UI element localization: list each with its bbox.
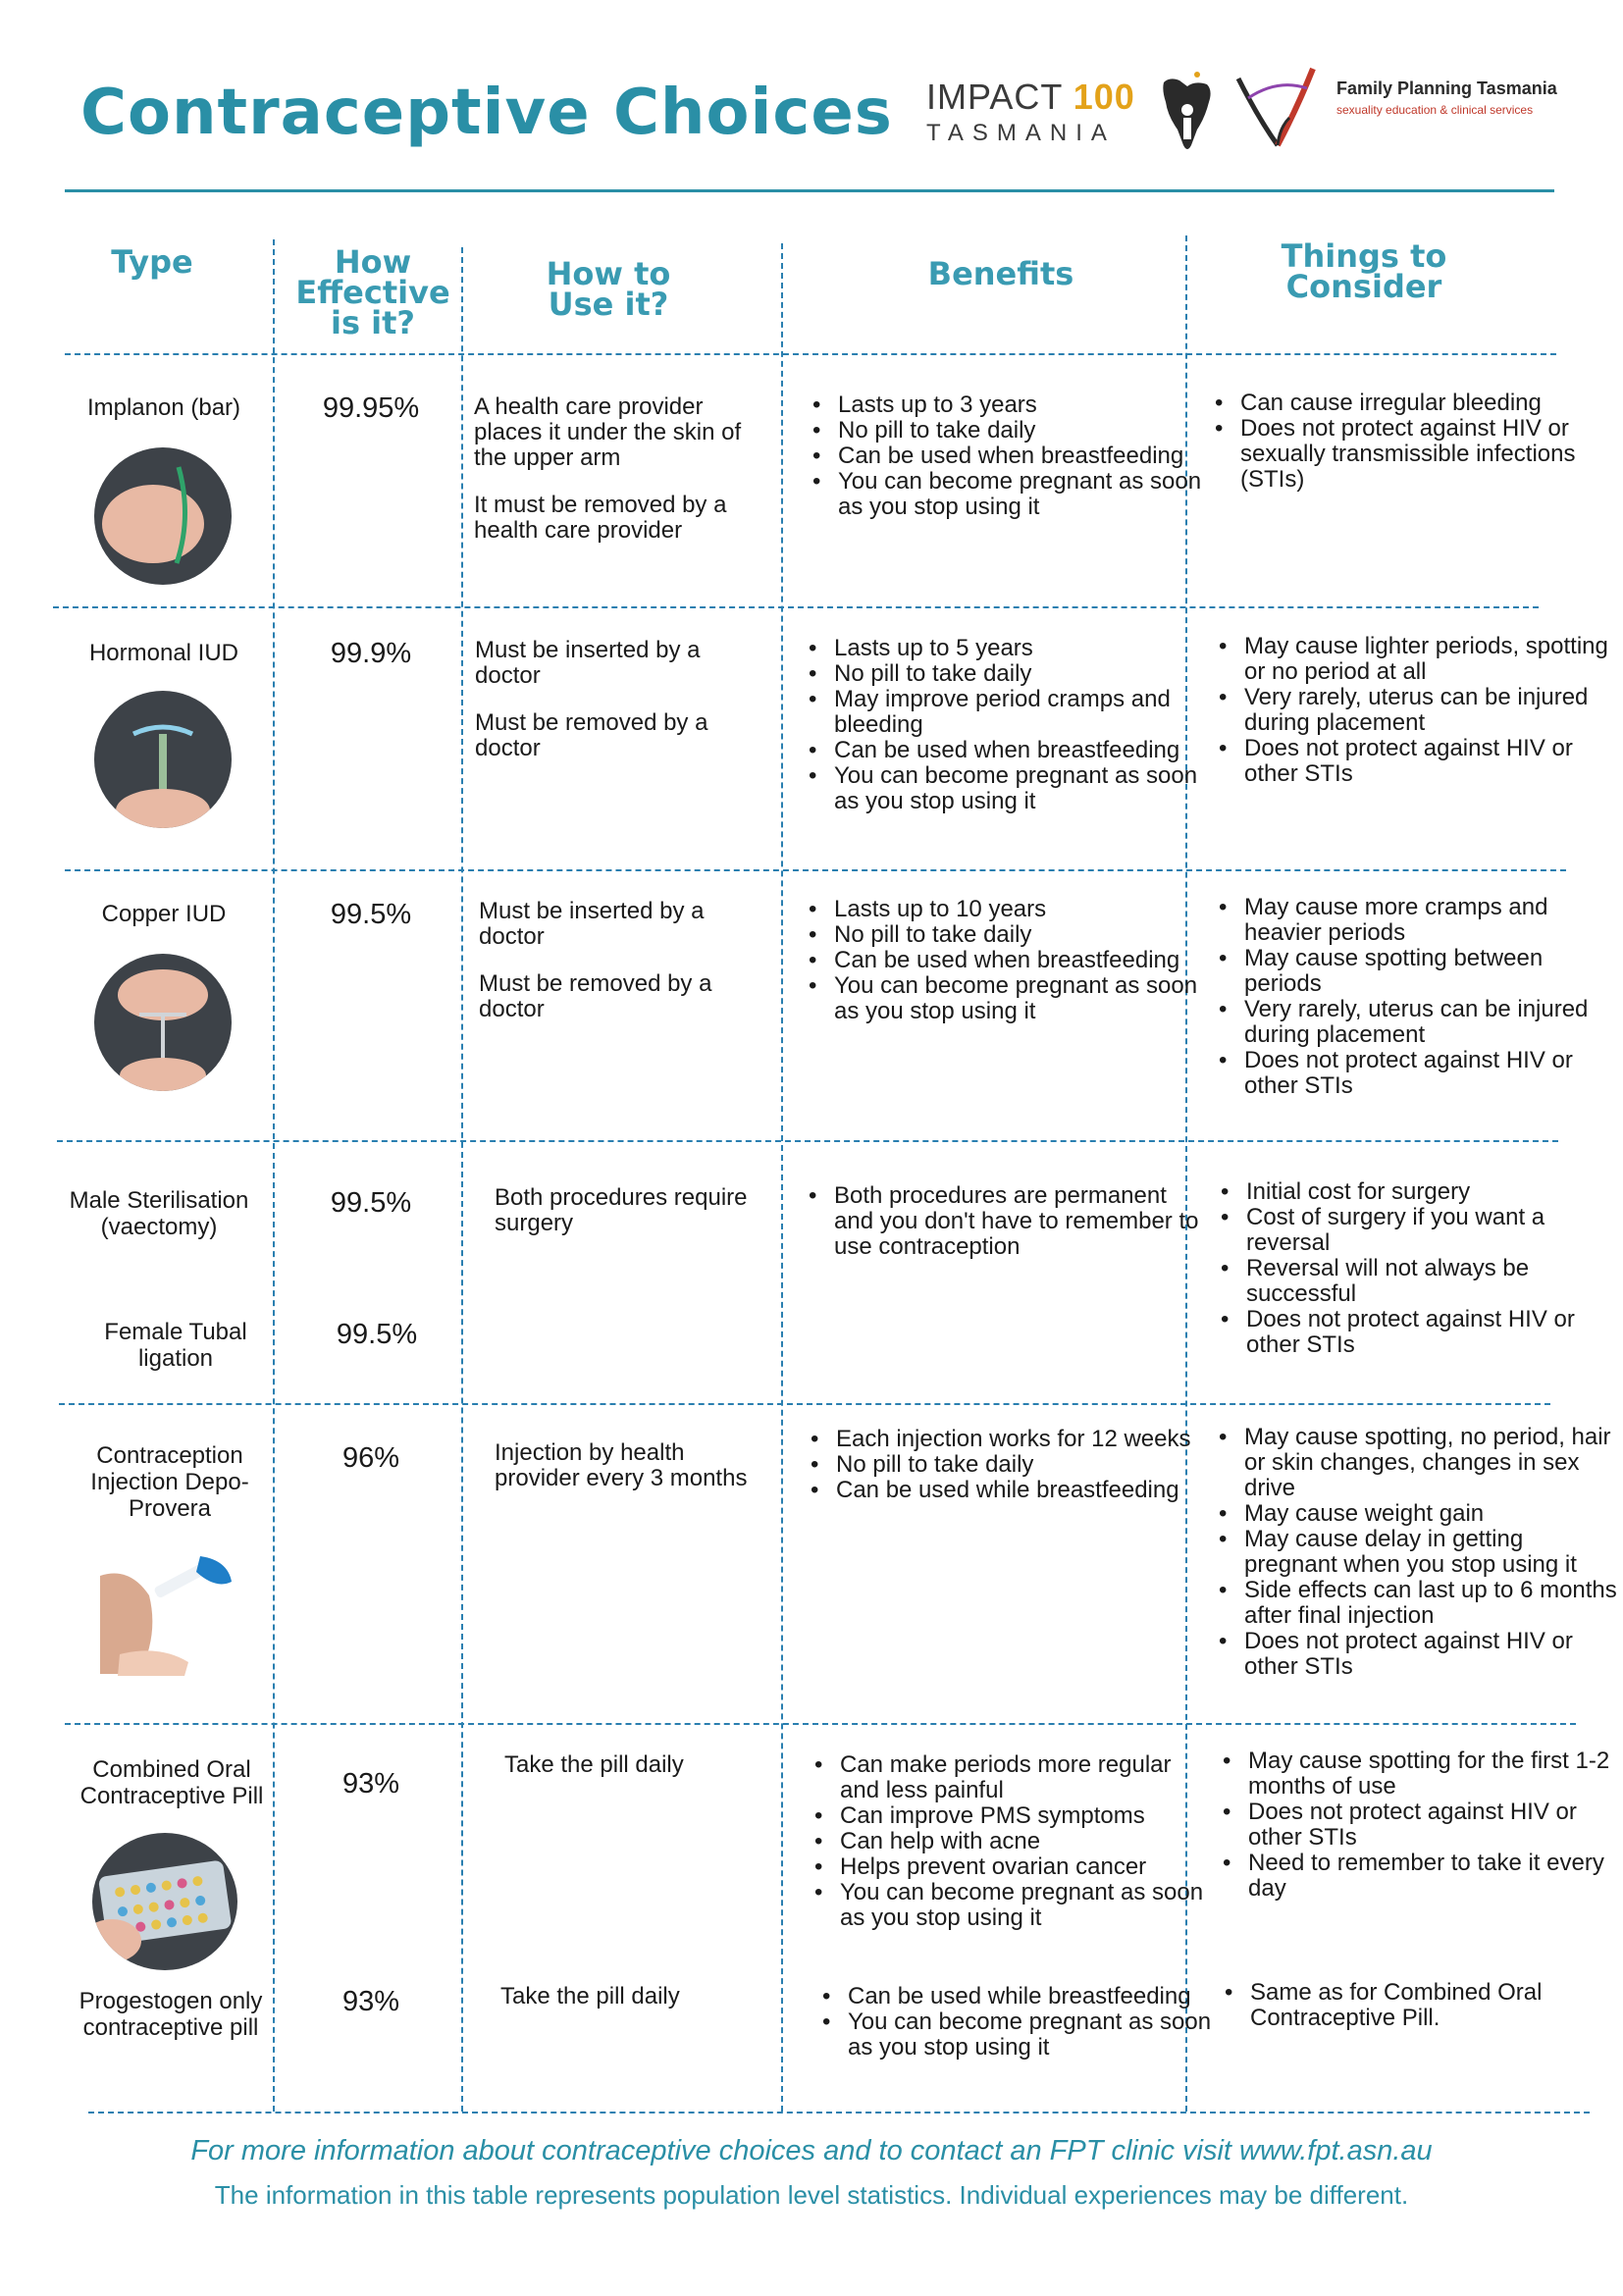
benefit-item: • Can help with acne: [840, 1829, 1217, 1854]
row-divider: [53, 606, 1539, 608]
tasmania-figure-icon: [1158, 67, 1217, 162]
row-hormonal-iud-consider: [1213, 634, 1613, 787]
row-female-ligation-type: Female Tubal ligation: [104, 1319, 247, 1372]
row-injection-use: [495, 1440, 769, 1513]
row-implanon-benefits: [807, 392, 1211, 520]
benefit-item: • No pill to take daily: [834, 661, 1211, 687]
header-benefits: Benefits: [927, 255, 1074, 292]
column-divider: [461, 247, 463, 2112]
header-type: Type: [111, 243, 193, 281]
row-combined-pill-type: Combined Oral Contraceptive Pill: [79, 1756, 264, 1809]
row-hormonal-iud-use: [475, 638, 769, 783]
fpt-tagline: sexuality education & clinical services: [1336, 103, 1534, 117]
row-progestogen-pill-benefits: [816, 1984, 1217, 2061]
row-copper-iud-use: [479, 899, 773, 1044]
copper-iud-photo: [94, 954, 232, 1091]
benefit-item: • Lasts up to 3 years: [838, 392, 1211, 418]
row-injection-benefits: [805, 1427, 1211, 1503]
row-copper-iud-type: Copper IUD: [101, 901, 227, 927]
use-line: Must be inserted by a doctor: [479, 898, 705, 950]
benefit-item: • You can become pregnant as soon as you stop using it: [840, 1880, 1217, 1931]
row-injection-type: Contraception Injection Depo-Provera: [90, 1442, 249, 1522]
header-consider: Things to Consider: [1281, 237, 1447, 305]
column-divider: [781, 243, 783, 2112]
page-title: Contraceptive Choices: [80, 77, 893, 149]
row-male-sterilisation-type: Male Sterilisation (vaectomy): [69, 1187, 249, 1240]
benefit-item: • No pill to take daily: [836, 1452, 1211, 1478]
row-combined-pill-benefits: [809, 1752, 1217, 1931]
use-line: Take the pill daily: [504, 1751, 684, 1778]
row-divider: [65, 1723, 1576, 1725]
benefit-item: • Can be used when breastfeeding: [834, 948, 1211, 973]
consider-item: • May cause delay in getting pregnant when you stop using it: [1244, 1527, 1617, 1578]
use-line: Must be removed by a doctor: [479, 970, 712, 1022]
row-combined-pill-consider: [1217, 1748, 1617, 1902]
header-use: How to Use it?: [546, 255, 671, 323]
impact-100-logo: [926, 77, 1135, 147]
use-line: Injection by health provider every 3 months: [495, 1439, 748, 1491]
implanon-photo: [94, 447, 232, 585]
consider-item: • Cost of surgery if you want a reversal: [1246, 1205, 1615, 1256]
row-implanon-type: Implanon (bar): [86, 394, 241, 421]
row-copper-iud-eff: 99.5%: [330, 899, 412, 930]
use-line: Must be removed by a doctor: [475, 709, 708, 761]
consider-item: • May cause weight gain: [1244, 1501, 1617, 1527]
impact-word: IMPACT: [926, 77, 1063, 117]
consider-item: • Initial cost for surgery: [1246, 1179, 1615, 1205]
consider-item: • Does not protect against HIV or other STIs: [1248, 1800, 1617, 1851]
benefit-item: • Lasts up to 5 years: [834, 636, 1211, 661]
use-line: Both procedures require surgery: [495, 1184, 748, 1236]
row-female-ligation-eff: 99.5%: [336, 1319, 418, 1350]
row-progestogen-pill-use: [500, 1984, 775, 2031]
benefit-item: • You can become pregnant as soon as you stop using it: [834, 973, 1211, 1024]
row-implanon-use: [474, 394, 768, 565]
row-implanon-consider: [1209, 391, 1613, 493]
consider-item: • Same as for Combined Oral Contraceptive Pill.: [1250, 1980, 1613, 2031]
benefit-item: • May improve period cramps and bleeding: [834, 687, 1211, 738]
consider-item: • Does not protect against HIV or other STIs: [1244, 736, 1613, 787]
benefit-item: • No pill to take daily: [838, 418, 1211, 444]
impact-tasmania: TASMANIA: [926, 120, 1116, 146]
benefit-item: • Can be used while breastfeeding: [848, 1984, 1217, 2009]
row-hormonal-iud-type: Hormonal IUD: [88, 640, 239, 666]
use-line: Take the pill daily: [500, 1983, 680, 2009]
benefit-item: • Can be used when breastfeeding: [838, 444, 1211, 469]
benefit-item: • You can become pregnant as soon as you stop using it: [838, 469, 1211, 520]
use-line: Must be inserted by a doctor: [475, 637, 701, 689]
row-implanon-eff: 99.95%: [322, 392, 420, 424]
fpt-wordmark: [1336, 78, 1557, 117]
row-sterilisation-benefits: [803, 1183, 1211, 1260]
row-copper-iud-consider: [1213, 895, 1617, 1099]
benefit-item: • Helps prevent ovarian cancer: [840, 1854, 1217, 1880]
consider-item: • Side effects can last up to 6 months after final injection: [1244, 1578, 1617, 1629]
impact-number: 100: [1073, 77, 1135, 117]
logo-group: [913, 51, 1560, 159]
header-effective: How Effective is it?: [295, 243, 450, 341]
consider-item: • Does not protect against HIV or other STIs: [1244, 1629, 1617, 1680]
use-line: It must be removed by a health care provider: [474, 492, 727, 544]
consider-item: • Reversal will not always be successful: [1246, 1256, 1615, 1307]
row-progestogen-pill-eff: 93%: [341, 1986, 400, 2017]
benefit-item: • Lasts up to 10 years: [834, 897, 1211, 922]
row-male-sterilisation-eff: 99.5%: [330, 1187, 412, 1219]
benefit-item: • Can be used while breastfeeding: [836, 1478, 1211, 1503]
row-divider: [57, 1140, 1558, 1142]
benefit-item: • You can become pregnant as soon as you stop using it: [834, 763, 1211, 814]
combined-pill-photo: [92, 1833, 237, 1970]
footer-info-link[interactable]: For more information about contraceptive choices and to contact an FPT clinic visit www.fpt.asn.au: [190, 2135, 1433, 2166]
row-divider: [65, 869, 1566, 871]
row-progestogen-pill-consider: [1219, 1980, 1613, 2031]
consider-item: • May cause spotting between periods: [1244, 946, 1617, 997]
benefit-item: • Both procedures are permanent and you don't have to remember to use contraception: [834, 1183, 1211, 1260]
row-combined-pill-use: [504, 1752, 779, 1800]
consider-item: • Does not protect against HIV or other STIs: [1246, 1307, 1615, 1358]
row-divider: [59, 1403, 1550, 1405]
benefit-item: • No pill to take daily: [834, 922, 1211, 948]
title-divider: [65, 189, 1554, 192]
row-copper-iud-benefits: [803, 897, 1211, 1024]
benefit-item: • Can be used when breastfeeding: [834, 738, 1211, 763]
benefit-item: • Each injection works for 12 weeks: [836, 1427, 1211, 1452]
row-injection-consider: [1213, 1425, 1617, 1680]
footer-disclaimer: The information in this table represents population level statistics. Individual experiences may be different.: [214, 2180, 1409, 2210]
injection-photo: [90, 1546, 237, 1684]
use-line: A health care provider places it under the skin of the upper arm: [474, 393, 742, 471]
column-divider: [273, 239, 275, 2112]
row-divider: [65, 353, 1556, 355]
consider-item: • Need to remember to take it every day: [1248, 1851, 1617, 1902]
benefit-item: • Can make periods more regular and less painful: [840, 1752, 1217, 1803]
row-combined-pill-eff: 93%: [341, 1768, 400, 1800]
row-sterilisation-consider: [1215, 1179, 1615, 1358]
consider-item: • Very rarely, uterus can be injured during placement: [1244, 685, 1613, 736]
row-hormonal-iud-benefits: [803, 636, 1211, 814]
consider-item: • Can cause irregular bleeding: [1240, 391, 1613, 416]
hormonal-iud-photo: [94, 691, 232, 828]
table-bottom-border: [88, 2112, 1590, 2113]
consider-item: • Does not protect against HIV or sexually transmissible infections (STIs): [1240, 416, 1613, 493]
row-injection-eff: 96%: [341, 1442, 400, 1474]
benefit-item: • Can improve PMS symptoms: [840, 1803, 1217, 1829]
fpt-mark-icon: [1229, 59, 1327, 156]
consider-item: • Very rarely, uterus can be injured during placement: [1244, 997, 1617, 1048]
row-sterilisation-use: [495, 1185, 769, 1258]
benefit-item: • You can become pregnant as soon as you stop using it: [848, 2009, 1217, 2061]
fpt-name: Family Planning Tasmania: [1336, 78, 1557, 98]
consider-item: • Does not protect against HIV or other STIs: [1244, 1048, 1617, 1099]
consider-item: • May cause more cramps and heavier periods: [1244, 895, 1617, 946]
consider-item: • May cause spotting for the first 1-2 months of use: [1248, 1748, 1617, 1800]
consider-item: • May cause lighter periods, spotting or no period at all: [1244, 634, 1613, 685]
consider-item: • May cause spotting, no period, hair or skin changes, changes in sex drive: [1244, 1425, 1617, 1501]
row-hormonal-iud-eff: 99.9%: [330, 638, 412, 669]
row-progestogen-pill-type: Progestogen only contraceptive pill: [79, 1988, 263, 2041]
